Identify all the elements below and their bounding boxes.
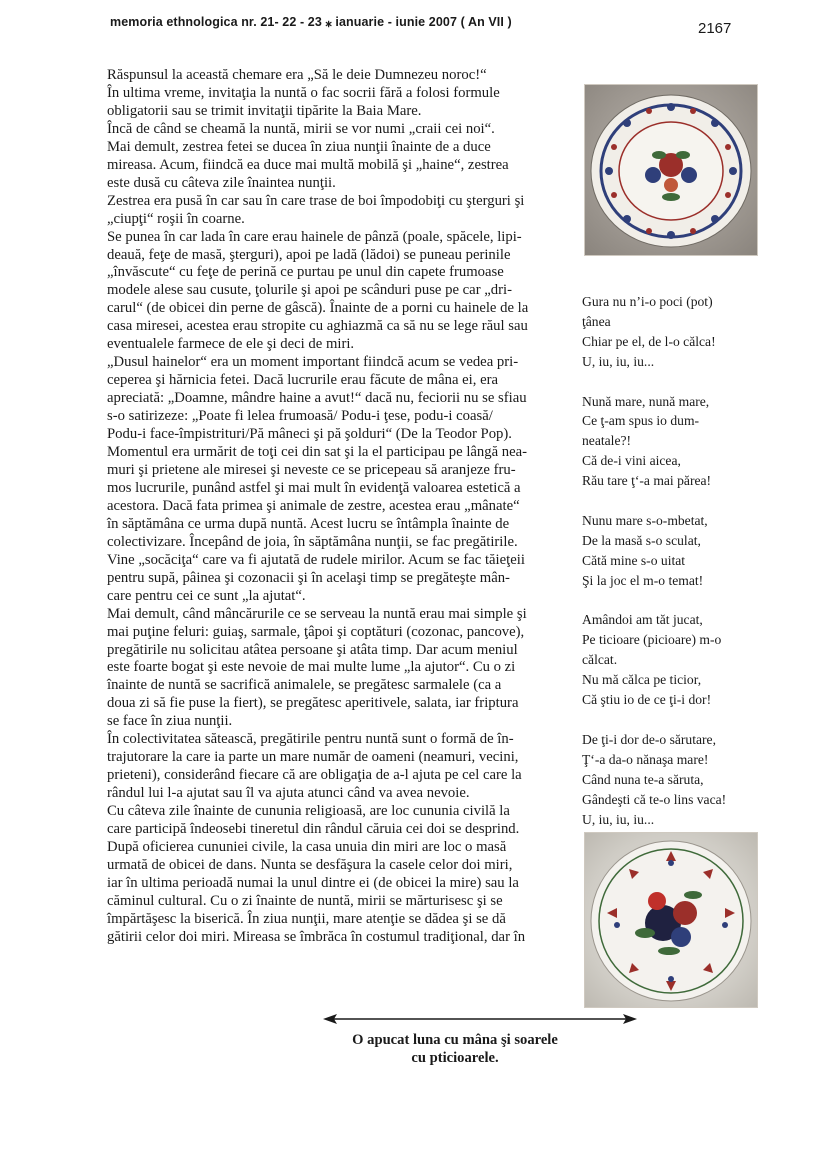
verse-line: Gura nu n’i-o poci (pot) xyxy=(582,294,713,309)
text-line: Mai demult, zestrea fetei se ducea în ziua nunţii înainte de a duce xyxy=(107,138,491,155)
verse-line: Chiar pe el, de l-o călca! xyxy=(582,333,716,349)
text-line: Încă de când se cheamă la nuntă, mirii se vor numi „craii cei noi“. xyxy=(107,120,495,137)
folk-verses xyxy=(582,292,772,829)
text-line: rândul lui l-a ajutat sau îl va ajuta atunci când va avea nevoie. xyxy=(107,785,470,802)
text-line: împărtăşesc la biserică. În ziua nunţii, mare atenţie se dădea şi se dă xyxy=(107,910,506,927)
text-line: iar în ultima perioadă numai la unul dintre ei (de obicei la mire) sau la xyxy=(107,874,519,891)
verse-line: ţânea xyxy=(582,313,611,329)
verse-line: Nu mă călca pe ticior, xyxy=(582,672,702,688)
stanza-gap xyxy=(582,710,772,730)
verse-line: Gândeşti că te-o lins vaca! xyxy=(582,791,727,807)
verse-line: Cătă mine s-o uitat xyxy=(582,552,686,568)
text-line: mireasa. Acum, fiindcă ea duce mai multă mobilă şi „haine“, zestrea xyxy=(107,156,509,173)
text-line: în săptămâna ce urma după nuntă. Acest lucru se întâmpla înainte de xyxy=(107,515,510,532)
verse-line: Când nuna te-a săruta, xyxy=(582,771,704,787)
text-line: După oficierea cununiei civile, la casa unuia din miri are loc o masă xyxy=(107,838,507,855)
text-line: modele alese sau cusute, ţolurile şi apoi pe scânduri puse pe car „dri- xyxy=(107,282,512,299)
decorated-plate-photo-top xyxy=(584,84,758,256)
page-number: 2167 xyxy=(698,20,732,37)
verse-line: Şi la joc el m-o temat! xyxy=(582,572,704,588)
stanza-gap xyxy=(582,372,772,392)
text-line: „Dusul hainelor“ era un moment important fiindcă acum se vedea pri- xyxy=(107,354,519,371)
caption-line-1: O apucat luna cu mâna şi soarele xyxy=(352,1032,558,1048)
caption-line-2: cu pticioarele. xyxy=(411,1050,499,1067)
text-line: trajutorare la care ia parte un mare număr de oameni (neamuri, vecini, xyxy=(107,749,519,766)
verse-line: De la masă s-o sculat, xyxy=(582,532,701,548)
double-arrow-icon xyxy=(323,1011,637,1027)
stanza-gap xyxy=(582,591,772,611)
text-line: Răspunsul la această chemare era „Să le deie Dumnezeu noroc!“ xyxy=(107,67,487,83)
text-line: este foarte bogat şi este nevoie de mai multe lume „la ajutor“. Cu o zi xyxy=(107,659,516,676)
text-line: „învăscute“ cu feţe de perină ce purtau pe unul din capete frumoase xyxy=(107,264,504,281)
main-text-column xyxy=(107,67,567,947)
text-line: casa miresei, acestea erau stropite cu aghiazmă ca să nu se lege răul sau xyxy=(107,318,528,335)
verse-line: U, iu, iu, iu... xyxy=(582,811,655,827)
verse-line: U, iu, iu, iu... xyxy=(582,353,655,369)
verse-line: Ce ţ-am spus io dum- xyxy=(582,413,700,429)
text-line: se face în ziua nunţii. xyxy=(107,713,233,730)
text-line: apreciată: „Doamne, mândre haine a avut!“ dacă nu, feciorii nu se sfiau xyxy=(107,390,527,407)
journal-header: memoria ethnologica nr. 21- 22 - 23 ⁎ ianuarie - iunie 2007 ( An VII ) xyxy=(110,15,512,29)
text-line: muri şi prietene ale miresei şi neveste ce se pricepeau să aranjeze fru- xyxy=(107,461,516,478)
text-line: care participă îndeosebi tineretul din rândul căruia cei doi se desprind. xyxy=(107,821,520,838)
text-line: este dusă cu câteva zile înaintea nunţii. xyxy=(107,174,336,191)
text-line: pentru supă, pâinea şi cozonacii şi în acelaşi timp se pregăteşte mân- xyxy=(107,569,510,586)
decorated-plate-photo-bottom xyxy=(584,832,758,1008)
text-line: carul“ (de obicei din perne de gâscă). Înainte de a porni cu hainele de la xyxy=(107,300,529,317)
text-line: care pentru cei ce sunt „la ajutat“. xyxy=(107,587,306,604)
verse-line: călcat. xyxy=(582,652,618,668)
text-line: înainte de nuntă se sacrifică animalele, se pregătesc sarmalele (ca a xyxy=(107,677,502,694)
text-line: s-o satirizeze: „Poate fi lelea frumoasă/ Podu-i ţese, podu-i coasă/ xyxy=(107,408,493,425)
text-line: Vine „socăciţa“ care va fi ajutată de rudele mirilor. Acum se fac tăieţeii xyxy=(107,551,525,568)
verse-line: Amândoi am tăt jucat, xyxy=(582,612,703,628)
text-line: urmată de obicei de dans. Nunta se desfăşura la casele celor doi miri, xyxy=(107,856,513,873)
text-line: Momentul era urmărit de toţi cei din sat şi la el participau pe lângă nea- xyxy=(107,444,528,461)
figure-caption xyxy=(330,1031,580,1068)
verse-line: Că de-i vini aicea, xyxy=(582,453,681,469)
verse-line: Pe ticioare (picioare) m-o xyxy=(582,632,722,648)
text-line: deauă, feţe de masă, şterguri), apoi pe ladă (lădoi) se puneau perinile xyxy=(107,246,511,263)
text-line: Se punea în car lada în care erau hainele de pânză (poale, spăcele, lipi- xyxy=(107,228,522,245)
verse-line: neatale?! xyxy=(582,433,632,449)
verse-line: Că ştiu io de ce ţi-i dor! xyxy=(582,692,712,708)
verse-line: Nună mare, nună mare, xyxy=(582,393,710,409)
text-line: Zestrea era pusă în car sau în care trase de boi împodobiţi cu şterguri şi xyxy=(107,192,525,209)
text-line: căminul cultural. Cu o zi înainte de nuntă, mirii se mărturisesc şi se xyxy=(107,892,503,909)
text-line: mai puţine feluri: guiaş, sarmale, ţâpoi şi coptături (cozonac, pancove), xyxy=(107,623,525,640)
verse-line: Nunu mare s-o-mbetat, xyxy=(582,512,708,528)
text-line: În colectivitatea sătească, pregătirile pentru nuntă sunt o formă de în- xyxy=(107,731,514,748)
text-line: prieteni), considerând fiecare că are obligaţia de a-l ajuta pe cel care la xyxy=(107,767,522,784)
verse-line: Rău tare ţ‘-a mai părea! xyxy=(582,473,712,489)
text-line: Mai demult, când mâncărurile ce se serveau la nuntă erau mai simple şi xyxy=(107,605,527,622)
text-line: ceperea şi hărnicia fetei. Dacă lucrurile erau făcute de mâna ei, era xyxy=(107,372,499,389)
verse-line: Ţ‘-a da-o nănaşa mare! xyxy=(582,751,709,767)
text-line: Podu-i face-împistrituri/Pă mâneci şi pă şolduri“ (De la Teodor Pop). xyxy=(107,426,512,443)
text-line: acestora. Dacă fata primea şi animale de zestre, acestea erau „mânate“ xyxy=(107,497,520,514)
text-line: eventualele farmece de ele şi deci de miri. xyxy=(107,336,355,353)
text-line: „ciupţi“ roşii în coarne. xyxy=(107,210,245,227)
text-line: gătirii celor doi miri. Mireasa se îmbrăca în costumul tradiţional, dar în xyxy=(107,928,526,945)
text-line: doua zi să fie puse la fiert), se pregătesc aperitivele, salata, iar friptura xyxy=(107,695,519,712)
verse-line: De ţi-i dor de-o sărutare, xyxy=(582,731,716,747)
text-line: colectivizare. Începând de joia, în săptămâna nunţii, se fac pregătirile. xyxy=(107,533,518,550)
text-line: mos lucrurile, punând astfel şi mai mult în evidenţă valoarea estetică a xyxy=(107,479,521,496)
text-line: În ultima vreme, invitaţia la nuntă o fac socrii fără a folosi formule xyxy=(107,84,500,101)
text-line: pregătirile nu solicitau atâtea persoane şi atâta timp. Dar acum meniul xyxy=(107,641,518,658)
stanza-gap xyxy=(582,491,772,511)
text-line: obligatorii sau se trimit invitaţii tipărite la Baia Mare. xyxy=(107,102,422,119)
text-line: Cu câteva zile înainte de cununia religioasă, are loc cununia civilă la xyxy=(107,803,510,820)
